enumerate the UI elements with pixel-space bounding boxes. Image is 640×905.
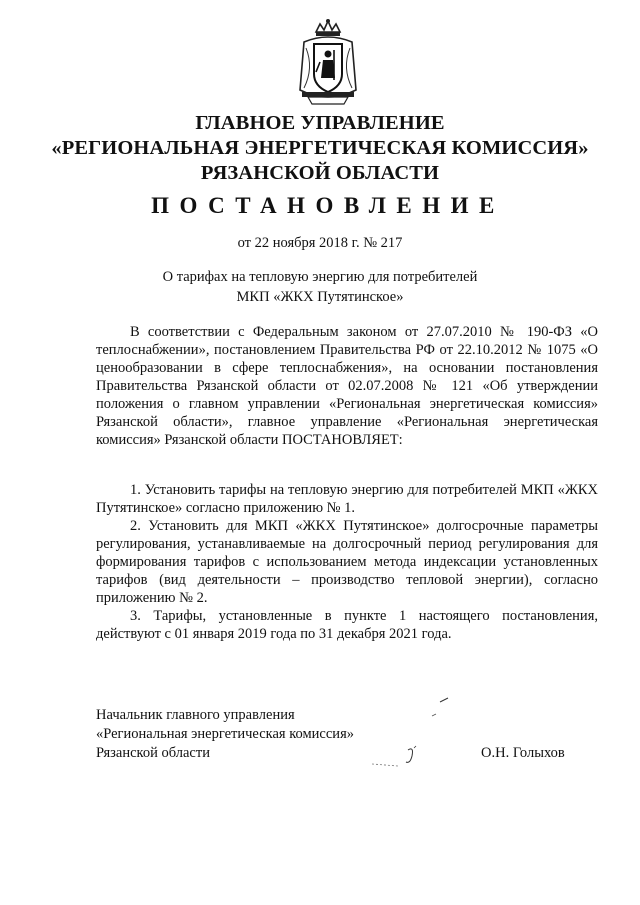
org-line-1: ГЛАВНОЕ УПРАВЛЕНИЕ [195, 112, 445, 134]
resolution-item-2: 2. Установить для МКП «ЖКХ Путятинское» долгосрочные параметры регулирования, устанавливаемые на долгосрочный период регулирования для формирования тарифов с использованием метода индексации установленных тарифов (вид деятельности – производство тепловой энергии), согласно приложению № 2. [96, 518, 598, 606]
resolution-items [96, 481, 598, 643]
date-and-number: от 22 ноября 2018 г. № 217 [237, 235, 403, 251]
subject-line-2: МКП «ЖКХ Путятинское» [236, 289, 404, 305]
organization-name [0, 111, 640, 186]
coat-of-arms-icon [294, 18, 362, 106]
org-line-3: РЯЗАНСКОЙ ОБЛАСТИ [200, 162, 440, 184]
document-type-title: ПОСТАНОВЛЕНИЕ [151, 193, 505, 218]
resolution-item-1: 1. Установить тарифы на тепловую энергию для потребителей МКП «ЖКХ Путятинское» согласно приложению № 1. [96, 482, 598, 516]
org-line-2: «РЕГИОНАЛЬНАЯ ЭНЕРГЕТИЧЕСКАЯ КОМИССИЯ» [51, 137, 589, 159]
signatory-title-line-1: Начальник главного управления [96, 707, 295, 723]
handwritten-signature [362, 696, 462, 776]
signatory-name: О.Н. Голыхов [481, 745, 565, 761]
signatory-title [96, 706, 354, 763]
signatory-title-line-2: «Региональная энергетическая комиссия» [96, 726, 354, 742]
resolution-item-3: 3. Тарифы, установленные в пункте 1 настоящего постановления, действуют с 01 января 2019 года по 31 декабря 2021 года. [96, 608, 598, 642]
preamble-paragraph: В соответствии с Федеральным законом от 27.07.2010 № 190-ФЗ «О теплоснабжении», постановлением Правительства РФ от 22.10.2012 № 1075 «О ценообразовании в сфере теплоснабжения», на основании постановления Правительства Рязанской области от 02.07.2008 № 121 «Об утверждении положения о главном управлении «Региональная энергетическая комиссия» Рязанской области», главное управление «Региональная энергетическая комиссия» Рязанской области ПОСТАНОВЛЯЕТ: [96, 324, 598, 448]
signatory-title-line-3: Рязанской области [96, 745, 210, 761]
subject-line-1: О тарифах на тепловую энергию для потребителей [162, 269, 478, 285]
document-subject [0, 267, 640, 307]
